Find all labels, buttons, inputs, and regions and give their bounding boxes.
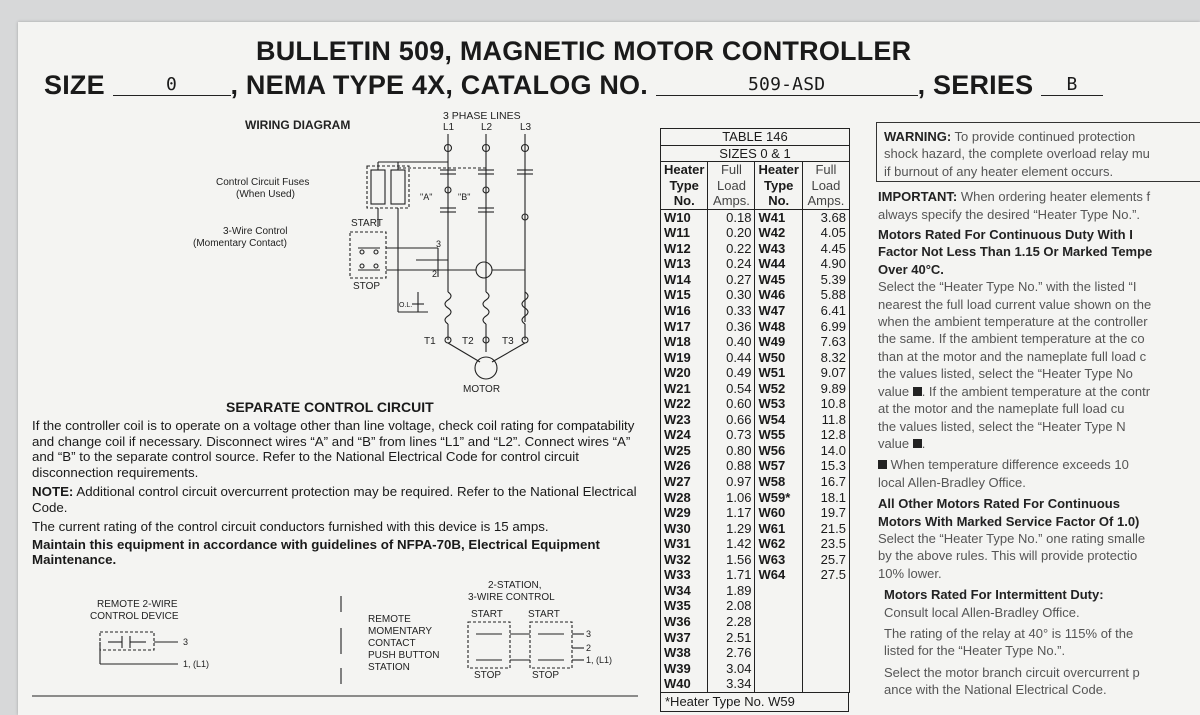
heater-type-cell: W60 — [755, 505, 802, 521]
station-start-2: START — [528, 609, 560, 620]
full-load-amps-cell: 7.63 — [802, 334, 849, 350]
full-load-amps-cell: 6.41 — [802, 303, 849, 319]
full-load-amps-cell: 1.29 — [708, 521, 755, 537]
size-value: 0 — [113, 74, 231, 96]
footnote-marker-3 — [878, 460, 887, 469]
heater-type-cell — [755, 645, 802, 661]
size-label: SIZE — [44, 70, 105, 100]
table-title: TABLE 146 — [661, 129, 850, 146]
note-paragraph — [32, 484, 644, 515]
stop-label: STOP — [353, 281, 381, 292]
right-column — [878, 128, 1153, 699]
heading-continuous: Motors Rated For Continuous Duty With I Factor Not Less Than 1.15 Or Marked Tempe Over 40°C. — [878, 227, 1153, 277]
table-row — [661, 396, 850, 412]
separate-p1: If the controller coil is to operate on a voltage other than line voltage, check coil rating for compatability and change coil if necessary. Disconnect wires “A” and “B” from lines “L1” and “L2”. Connect wires “A” and “B” to the separate control source. Refer to the National Electrical Code for control circuit disconnection requirements. — [32, 418, 635, 480]
heading-intermittent: Motors Rated For Intermittent Duty: — [884, 587, 1104, 603]
table-row — [661, 225, 850, 241]
heater-type-cell: W37 — [661, 630, 708, 646]
note-label: NOTE: — [32, 484, 74, 499]
wire3-label-2: (Momentary Contact) — [193, 238, 287, 249]
separate-p4: Maintain this equipment in accordance with guidelines of NFPA-70B, Electrical Equipment Maintenance. — [32, 536, 600, 567]
station-stop-2: STOP — [532, 670, 560, 681]
heater-type-cell: W58 — [755, 474, 802, 490]
table-row — [661, 256, 850, 272]
table-row — [661, 598, 850, 614]
footnote-marker-2 — [913, 439, 922, 448]
table-row — [661, 272, 850, 288]
full-load-amps-cell — [802, 661, 849, 677]
two-station-2: 3-WIRE CONTROL — [468, 592, 555, 603]
heater-type-cell — [755, 630, 802, 646]
table-row — [661, 443, 850, 459]
series-label: , SERIES — [917, 70, 1034, 100]
heater-type-cell: W27 — [661, 474, 708, 490]
heater-type-cell: W14 — [661, 272, 708, 288]
full-load-amps-cell: 12.8 — [802, 427, 849, 443]
heater-type-cell: W18 — [661, 334, 708, 350]
heater-type-cell: W34 — [661, 583, 708, 599]
motor-label: MOTOR — [463, 384, 501, 395]
t3-label: T3 — [502, 336, 514, 347]
full-load-amps-cell: 27.5 — [802, 567, 849, 583]
heater-type-cell: W36 — [661, 614, 708, 630]
heater-type-cell: W48 — [755, 319, 802, 335]
table-row — [661, 630, 850, 646]
full-load-amps-cell: 0.20 — [708, 225, 755, 241]
footnote-marker-1 — [913, 387, 922, 396]
fuses-label-1: Control Circuit Fuses — [216, 177, 310, 188]
full-load-amps-cell: 2.76 — [708, 645, 755, 661]
table-row — [661, 583, 850, 599]
remote2-3: 3 — [183, 637, 189, 647]
table-row — [661, 381, 850, 397]
table-row — [661, 350, 850, 366]
full-load-amps-cell: 1.06 — [708, 490, 755, 506]
station-l1: 1, (L1) — [586, 655, 613, 665]
full-load-amps-cell: 11.8 — [802, 412, 849, 428]
separate-p3: The current rating of the control circuit conductors furnished with this device is 15 amps. — [32, 519, 549, 534]
rm-label-4: PUSH BUTTON — [368, 650, 440, 661]
heater-type-cell: W39 — [661, 661, 708, 677]
warning-label: WARNING: — [884, 129, 952, 144]
full-load-amps-cell: 23.5 — [802, 536, 849, 552]
heading-other: All Other Motors Rated For Continuous Motors With Marked Service Factor Of 1.0) — [878, 496, 1140, 529]
heater-type-cell: W41 — [755, 209, 802, 225]
rm-label-3: CONTACT — [368, 638, 416, 649]
body-rating: The rating of the relay at 40° is 115% of the listed for the “Heater Type No.”. — [884, 625, 1134, 659]
full-load-amps-cell: 0.27 — [708, 272, 755, 288]
full-load-amps-cell: 2.28 — [708, 614, 755, 630]
col-heater-2: Heater Type No. — [755, 162, 802, 210]
full-load-amps-cell: 2.08 — [708, 598, 755, 614]
heater-type-cell: W49 — [755, 334, 802, 350]
table-row — [661, 412, 850, 428]
heater-type-cell: W32 — [661, 552, 708, 568]
heater-type-cell: W20 — [661, 365, 708, 381]
heater-type-cell — [755, 676, 802, 692]
table-row — [661, 474, 850, 490]
table-row — [661, 521, 850, 537]
full-load-amps-cell: 0.30 — [708, 287, 755, 303]
full-load-amps-cell: 14.0 — [802, 443, 849, 459]
remote2-l1: 1, (L1) — [183, 659, 210, 669]
heater-table — [660, 128, 850, 693]
table-row — [661, 319, 850, 335]
full-load-amps-cell: 0.33 — [708, 303, 755, 319]
nema-label: , NEMA TYPE 4X, CATALOG NO. — [230, 70, 648, 100]
heater-type-cell: W17 — [661, 319, 708, 335]
full-load-amps-cell: 10.8 — [802, 396, 849, 412]
full-load-amps-cell: 1.71 — [708, 567, 755, 583]
table-subtitle: SIZES 0 & 1 — [661, 145, 850, 162]
heater-type-cell: W62 — [755, 536, 802, 552]
table-row — [661, 505, 850, 521]
full-load-amps-cell: 0.88 — [708, 458, 755, 474]
heater-type-cell — [755, 614, 802, 630]
wire3-label-1: 3-Wire Control — [223, 226, 288, 237]
node-2-label: 2 — [432, 269, 438, 279]
wiring-diagram-title: WIRING DIAGRAM — [245, 118, 351, 132]
heater-type-cell: W23 — [661, 412, 708, 428]
heater-type-cell: W29 — [661, 505, 708, 521]
remote2-label-2: CONTROL DEVICE — [90, 611, 179, 622]
full-load-amps-cell: 2.51 — [708, 630, 755, 646]
document-sheet — [18, 22, 1200, 715]
heater-type-cell: W44 — [755, 256, 802, 272]
table-row — [661, 676, 850, 692]
full-load-amps-cell: 0.24 — [708, 256, 755, 272]
table-footnote: *Heater Type No. W59 — [660, 693, 849, 712]
full-load-amps-cell: 0.18 — [708, 209, 755, 225]
full-load-amps-cell: 0.54 — [708, 381, 755, 397]
full-load-amps-cell: 0.22 — [708, 241, 755, 257]
heater-type-cell: W24 — [661, 427, 708, 443]
wire-a-label: "A" — [420, 192, 433, 202]
heater-type-cell: W38 — [661, 645, 708, 661]
wiring-diagram — [18, 22, 658, 715]
rm-label-5: STATION — [368, 662, 410, 673]
full-load-amps-cell: 1.17 — [708, 505, 755, 521]
full-load-amps-cell: 3.68 — [802, 209, 849, 225]
series-value: B — [1041, 74, 1103, 96]
full-load-amps-cell: 0.44 — [708, 350, 755, 366]
remote2-label-1: REMOTE 2-WIRE — [97, 599, 178, 610]
important-label: IMPORTANT: — [878, 189, 958, 205]
body-branch: Select the motor branch circuit overcurrent p ance with the National Electrical Code. — [884, 664, 1140, 698]
heater-type-cell: W54 — [755, 412, 802, 428]
full-load-amps-cell: 4.45 — [802, 241, 849, 257]
two-station-1: 2-STATION, — [488, 580, 542, 591]
full-load-amps-cell: 8.32 — [802, 350, 849, 366]
important-line-1: When ordering heater elements f — [957, 189, 1151, 205]
heater-table-body — [661, 209, 850, 692]
table-row — [661, 645, 850, 661]
catalog-value: 509-ASD — [656, 74, 918, 96]
heater-type-cell: W51 — [755, 365, 802, 381]
table-row — [661, 567, 850, 583]
full-load-amps-cell: 0.97 — [708, 474, 755, 490]
phase-lines-label: 3 PHASE LINES — [443, 110, 521, 122]
full-load-amps-cell: 1.42 — [708, 536, 755, 552]
heater-type-cell: W33 — [661, 567, 708, 583]
full-load-amps-cell: 3.34 — [708, 676, 755, 692]
t1-label: T1 — [424, 336, 436, 347]
node-3-label: 3 — [436, 239, 442, 249]
full-load-amps-cell: 15.3 — [802, 458, 849, 474]
footnote-temp: When temperature difference exceeds 10 local Allen-Bradley Office. — [878, 457, 1129, 490]
warning-line-1: To provide continued protection — [951, 129, 1136, 144]
table-row — [661, 458, 850, 474]
heater-type-cell — [755, 598, 802, 614]
heater-type-cell: W35 — [661, 598, 708, 614]
station-stop-1: STOP — [474, 670, 502, 681]
full-load-amps-cell: 0.36 — [708, 319, 755, 335]
station-3: 3 — [586, 629, 592, 639]
fuses-label-2: (When Used) — [236, 189, 295, 200]
table-row — [661, 552, 850, 568]
l2-label: L2 — [481, 122, 493, 133]
body-continuous: Select the “Heater Type No.” with the listed “I nearest the full load current value shown on the when the ambient temperature at the controller the same. If the ambient temperature at the co than at the motor and the nameplate full load c the values listed, select the “Heater Type No value . If the ambient temperature at the contr at the motor and the nameplate full load cu the values listed, select the “Heater Type N value . — [878, 279, 1152, 451]
table-row — [661, 209, 850, 225]
station-start-1: START — [471, 609, 503, 620]
heater-type-cell: W21 — [661, 381, 708, 397]
col-amps-2: Full Load Amps. — [802, 162, 849, 210]
table-row — [661, 536, 850, 552]
heater-type-cell: W28 — [661, 490, 708, 506]
heater-type-cell: W56 — [755, 443, 802, 459]
bulletin-title: BULLETIN 509, MAGNETIC MOTOR CONTROLLER — [256, 36, 912, 66]
heater-type-cell: W13 — [661, 256, 708, 272]
heater-type-cell: W42 — [755, 225, 802, 241]
table-row — [661, 614, 850, 630]
heater-type-cell: W52 — [755, 381, 802, 397]
wire-b-label: "B" — [458, 192, 471, 202]
full-load-amps-cell: 0.80 — [708, 443, 755, 459]
heater-type-cell: W47 — [755, 303, 802, 319]
table-row — [661, 661, 850, 677]
heater-type-cell: W25 — [661, 443, 708, 459]
heater-type-cell: W30 — [661, 521, 708, 537]
heater-type-cell: W45 — [755, 272, 802, 288]
heater-type-cell: W46 — [755, 287, 802, 303]
table-row — [661, 334, 850, 350]
full-load-amps-cell — [802, 630, 849, 646]
full-load-amps-cell: 0.73 — [708, 427, 755, 443]
full-load-amps-cell — [802, 598, 849, 614]
separate-title: SEPARATE CONTROL CIRCUIT — [226, 399, 434, 415]
heater-type-cell: W64 — [755, 567, 802, 583]
table-row — [661, 303, 850, 319]
heater-table-container — [660, 128, 850, 712]
note-text: Additional control circuit overcurrent protection may be required. Refer to the National Electrical Code. — [32, 484, 637, 515]
heater-type-cell: W40 — [661, 676, 708, 692]
full-load-amps-cell: 0.66 — [708, 412, 755, 428]
table-row — [661, 365, 850, 381]
heater-type-cell: W10 — [661, 209, 708, 225]
full-load-amps-cell: 4.90 — [802, 256, 849, 272]
full-load-amps-cell: 21.5 — [802, 521, 849, 537]
body-other: Select the “Heater Type No.” one rating smalle by the above rules. This will provide protectio 10% lower. — [878, 530, 1146, 581]
warning-line-3: if burnout of any heater element occurs. — [884, 163, 1114, 179]
full-load-amps-cell — [802, 645, 849, 661]
heater-type-cell: W50 — [755, 350, 802, 366]
start-label: START — [351, 218, 383, 229]
full-load-amps-cell: 4.05 — [802, 225, 849, 241]
heater-type-cell: W31 — [661, 536, 708, 552]
heater-type-cell: W57 — [755, 458, 802, 474]
table-header-row — [661, 162, 850, 210]
full-load-amps-cell: 25.7 — [802, 552, 849, 568]
heater-type-cell: W22 — [661, 396, 708, 412]
separate-text — [32, 418, 644, 568]
full-load-amps-cell: 19.7 — [802, 505, 849, 521]
full-load-amps-cell: 1.56 — [708, 552, 755, 568]
full-load-amps-cell: 16.7 — [802, 474, 849, 490]
heater-type-cell: W61 — [755, 521, 802, 537]
heater-type-cell — [755, 661, 802, 677]
body-intermittent: Consult local Allen-Bradley Office. — [884, 604, 1080, 620]
heater-type-cell: W63 — [755, 552, 802, 568]
heater-type-cell: W43 — [755, 241, 802, 257]
rm-label-2: MOMENTARY — [368, 626, 433, 637]
heater-type-cell: W12 — [661, 241, 708, 257]
heater-type-cell: W19 — [661, 350, 708, 366]
heater-type-cell: W26 — [661, 458, 708, 474]
full-load-amps-cell: 6.99 — [802, 319, 849, 335]
l1-label: L1 — [443, 122, 455, 133]
heater-type-cell: W16 — [661, 303, 708, 319]
col-heater: Heater Type No. — [661, 162, 708, 210]
full-load-amps-cell — [802, 583, 849, 599]
table-row — [661, 490, 850, 506]
important-line-2: always specify the desired “Heater Type No.”. — [878, 206, 1141, 222]
full-load-amps-cell: 18.1 — [802, 490, 849, 506]
rm-label-1: REMOTE — [368, 614, 411, 625]
heater-type-cell: W59* — [755, 490, 802, 506]
table-row — [661, 287, 850, 303]
full-load-amps-cell: 9.89 — [802, 381, 849, 397]
full-load-amps-cell — [802, 614, 849, 630]
table-row — [661, 241, 850, 257]
heater-type-cell: W15 — [661, 287, 708, 303]
station-2: 2 — [586, 643, 592, 653]
heater-type-cell — [755, 583, 802, 599]
full-load-amps-cell: 5.39 — [802, 272, 849, 288]
heater-type-cell: W11 — [661, 225, 708, 241]
full-load-amps-cell: 0.60 — [708, 396, 755, 412]
full-load-amps-cell: 0.49 — [708, 365, 755, 381]
ol-label: O.L. — [399, 302, 413, 309]
col-amps: Full Load Amps. — [708, 162, 755, 210]
t2-label: T2 — [462, 336, 474, 347]
full-load-amps-cell: 0.40 — [708, 334, 755, 350]
warning-line-2: shock hazard, the complete overload relay mu — [884, 146, 1150, 162]
l3-label: L3 — [520, 122, 532, 133]
full-load-amps-cell: 3.04 — [708, 661, 755, 677]
full-load-amps-cell: 9.07 — [802, 365, 849, 381]
table-row — [661, 427, 850, 443]
heater-type-cell: W53 — [755, 396, 802, 412]
full-load-amps-cell: 5.88 — [802, 287, 849, 303]
full-load-amps-cell — [802, 676, 849, 692]
heater-type-cell: W55 — [755, 427, 802, 443]
full-load-amps-cell: 1.89 — [708, 583, 755, 599]
